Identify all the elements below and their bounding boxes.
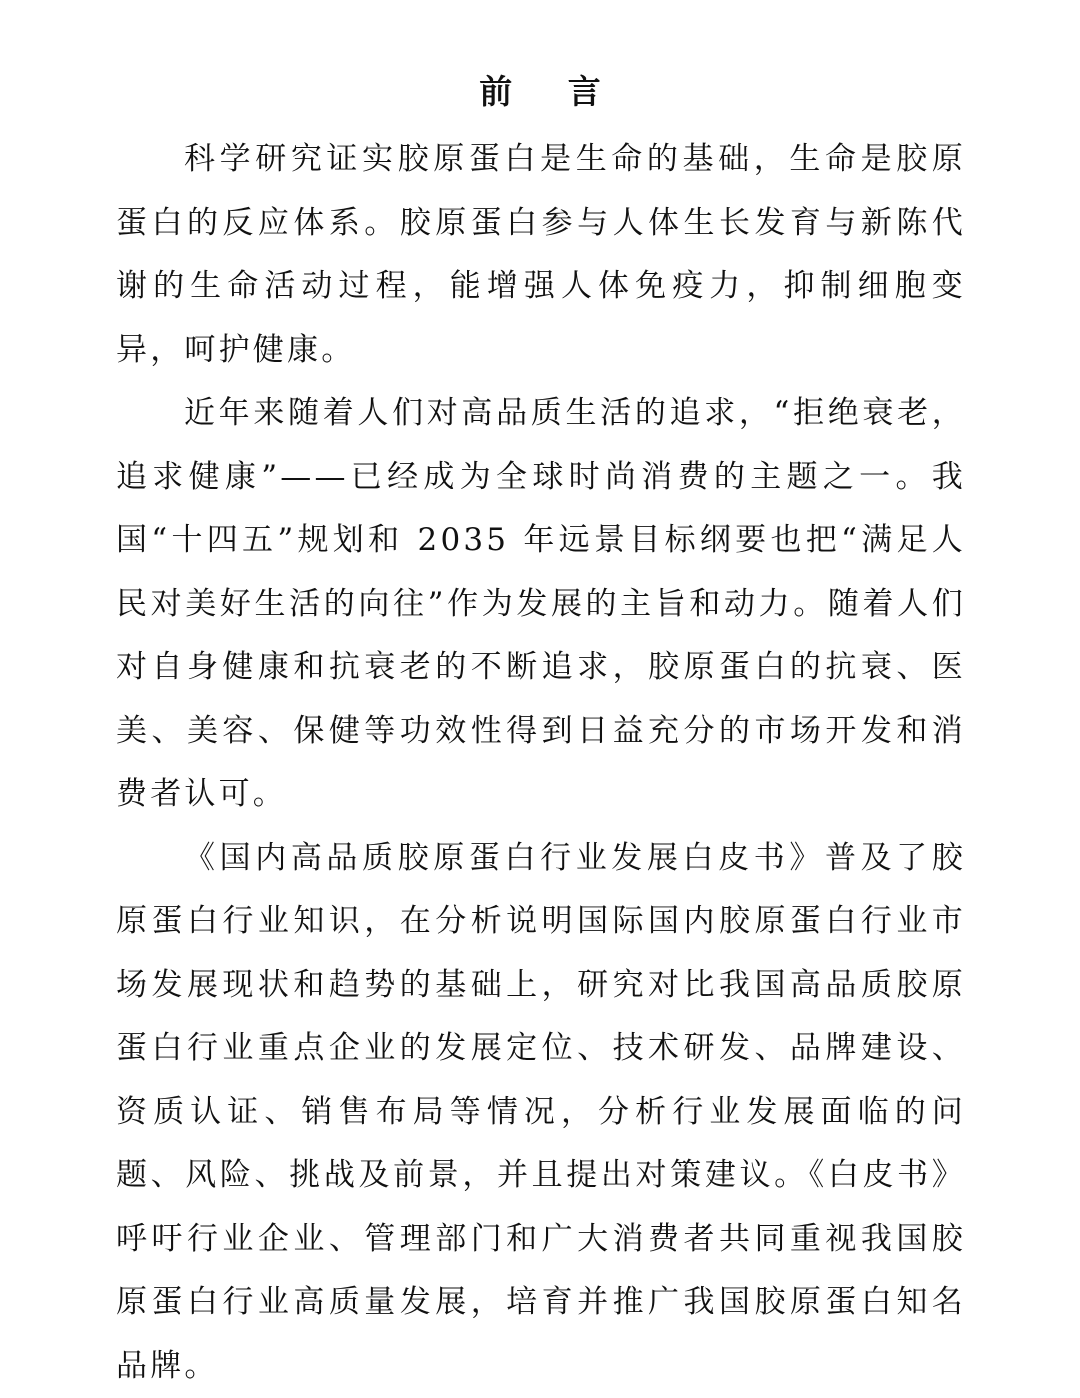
paragraph-1: 科学研究证实胶原蛋白是生命的基础，生命是胶原蛋白的反应体系。胶原蛋白参与人体生长发育与新陈代谢的生命活动过程，能增强人体免疫力，抑制细胞变异，呵护健康。 xyxy=(116,128,966,382)
preface-body xyxy=(116,128,966,1398)
paragraph-2: 近年来随着人们对高品质生活的追求，“拒绝衰老，追求健康”——已经成为全球时尚消费的主题之一。我国“十四五”规划和 2035 年远景目标纲要也把“满足人民对美好生活的向往”作为发展的主旨和动力。随着人们对自身健康和抗衰老的不断追求，胶原蛋白的抗衰、医美、美容、保健等功效性得到日益充分的市场开发和消费者认可。 xyxy=(116,382,966,827)
page-title: 前 言 xyxy=(0,68,1080,116)
paragraph-3: 《国内高品质胶原蛋白行业发展白皮书》普及了胶原蛋白行业知识，在分析说明国际国内胶原蛋白行业市场发展现状和趋势的基础上，研究对比我国高品质胶原蛋白行业重点企业的发展定位、技术研发、品牌建设、资质认证、销售布局等情况，分析行业发展面临的问题、风险、挑战及前景，并且提出对策建议。《白皮书》呼吁行业企业、管理部门和广大消费者共同重视我国胶原蛋白行业高质量发展，培育并推广我国胶原蛋白知名品牌。 xyxy=(116,827,966,1398)
